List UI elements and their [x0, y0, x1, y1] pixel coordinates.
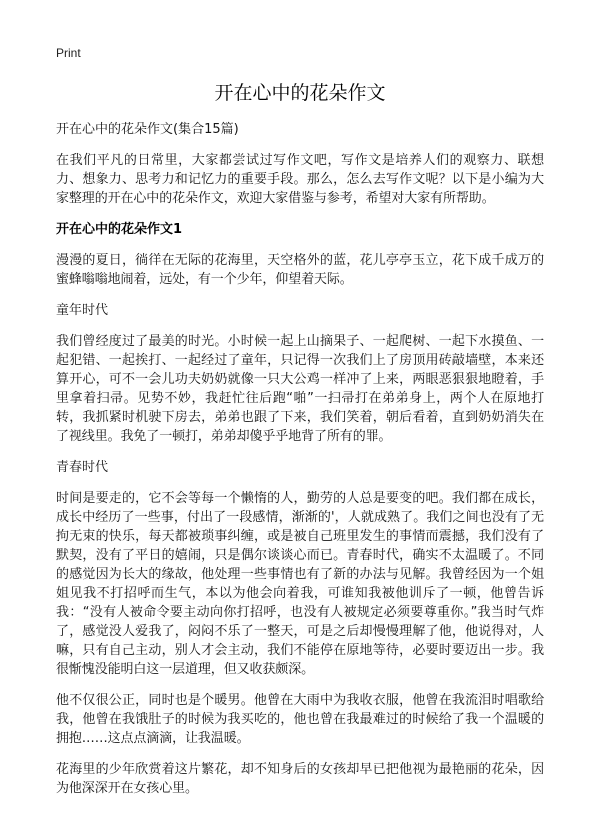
print-label[interactable]: Print — [56, 46, 81, 60]
childhood-paragraph: 我们曾经度过了最美的时光。小时候一起上山摘果子、一起爬树、一起下水摸鱼、一起犯错、一起挨打、一起经过了童年，只记得一次我们上了房顶用砖敲墙壁，本来还算开心，可不一会儿功夫奶奶就像一只大公鸡一样冲了上来，两眼恶狠狠地瞪着，手里拿着扫帚。见势不妙，我赶忙往后跑“啪”一扫帚打在弟弟身上，两个人在原地打转，我抓紧时机驶下房去，弟弟也跟了下来，我们笑着，朝后看着，直到奶奶消失在了视线里。我免了一顿打，弟弟却傻乎乎地背了所有的罪。 — [56, 334, 544, 444]
warmth-paragraph: 他不仅很公正，同时也是个暖男。他曾在大雨中为我收衣服，他曾在我流泪时唱歌给我，他曾在我饿肚子的时候为我买吃的，他也曾在我最难过的时候给了我一个温暖的拥抱……这点点滴滴，让我温暖。 — [56, 693, 544, 746]
essay-heading: 开在心中的花朵作文1 — [56, 222, 183, 237]
section-heading-youth: 青春时代 — [56, 460, 109, 475]
youth-paragraph: 时间是要走的，它不会等每一个懒惰的人，勤劳的人总是要变的吧。我们都在成长，成长中经历了一些事，付出了一段感情，渐渐的'，人就成熟了。我们之间也没有了无拘无束的快乐，每天都被琐事纠缠，或是被自己班里发生的事情而震撼，我们没有了默契，没有了平日的嬉闹，只是偶尔谈谈心而已。青春时代，确实不太温暖了。不同的感觉因为长大的缘故，他处理一些事情也有了新的办法与见解。我曾经因为一个姐姐见我不打招呼而生气，本以为他会向着我，可谁知我被他训斥了一顿，他曾告诉我：“没有人被命令要主动向你打招呼，也没有人被规定必须要尊重你。”我当时气炸了，感觉没人爱我了，闷闷不乐了一整天，可是之后却慢慢理解了他，他说得对，人嘛，只有自己主动，别人才会主动，我们不能停在原地等待，必要时要迈出一步。我很惭愧没能明白这一层道理，但又收获颇深。 — [56, 491, 544, 677]
closing-paragraph: 花海里的少年欣赏着这片繁花，却不知身后的女孩却早已把他视为最艳丽的花朵，因为他深深开在女孩心里。 — [56, 762, 544, 796]
document-body — [56, 120, 544, 810]
essay-opening-paragraph: 漫漫的夏日，徜徉在无际的花海里，天空格外的蓝，花儿亭亭玉立，花下成千成万的蜜蜂嗡嗡地闹着，远处，有一个少年，仰望着天际。 — [56, 253, 544, 287]
document-title: 开在心中的花朵作文 — [214, 82, 386, 104]
section-heading-childhood: 童年时代 — [56, 303, 109, 318]
document-subtitle: 开在心中的花朵作文(集合15篇) — [56, 122, 239, 137]
intro-paragraph: 在我们平凡的日常里，大家都尝试过写作文吧，写作文是培养人们的观察力、联想力、想象力、思考力和记忆力的重要手段。那么，怎么去写作文呢？以下是小编为大家整理的开在心中的花朵作文，欢迎大家借鉴与参考，希望对大家有所帮助。 — [56, 153, 544, 206]
